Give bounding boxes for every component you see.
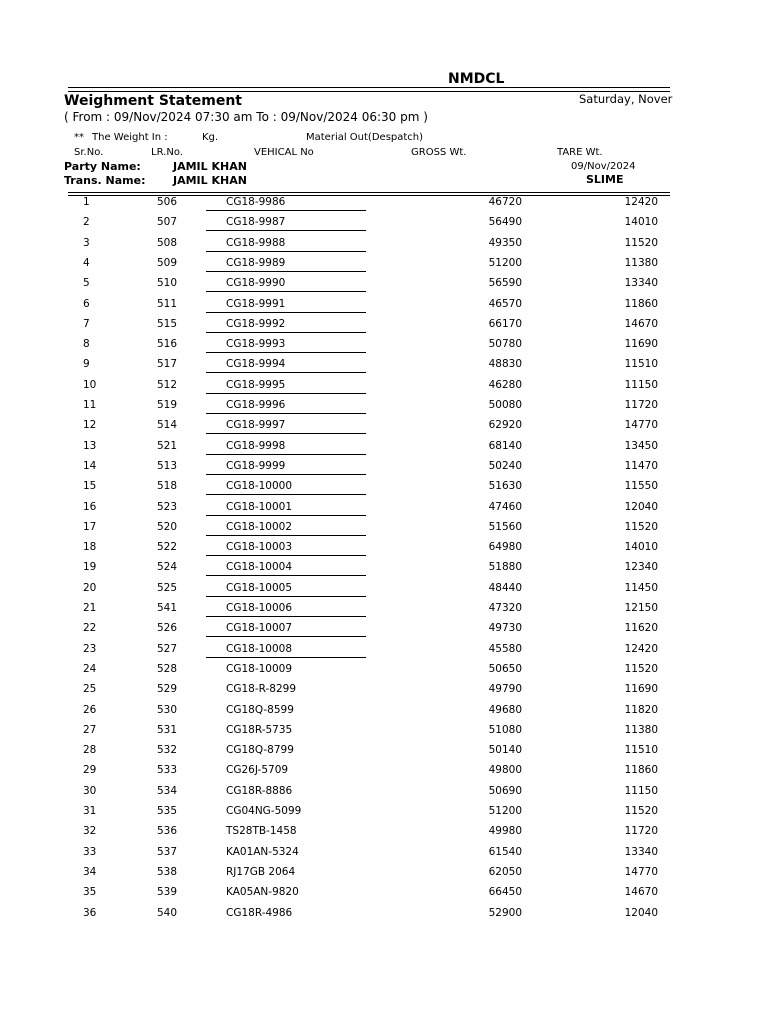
table-row [0, 338, 768, 358]
row-vehicle-no: CG18-10002 [226, 520, 293, 533]
report-title: Weighment Statement [64, 93, 242, 109]
row-vehicle-no: CG18-10004 [226, 561, 293, 574]
table-row [0, 886, 768, 906]
row-vehicle-no: CG18-9994 [226, 358, 286, 371]
row-sr-no: 6 [83, 297, 90, 310]
row-gross-weight: 49680 [488, 703, 522, 716]
vehicle-underline [206, 657, 366, 658]
row-sr-no: 35 [83, 886, 97, 899]
vehicle-underline [206, 393, 366, 394]
row-tare-weight: 12340 [624, 561, 658, 574]
date-range: ( From : 09/Nov/2024 07:30 am To : 09/Nov/2024 06:30 pm ) [64, 110, 428, 124]
row-lr-no: 524 [157, 561, 178, 574]
table-row [0, 744, 768, 764]
vehicle-underline [206, 474, 366, 475]
row-vehicle-no: CG18Q-8799 [226, 744, 294, 757]
row-tare-weight: 11720 [624, 825, 658, 838]
table-row [0, 724, 768, 744]
row-gross-weight: 56490 [488, 216, 522, 229]
vehicle-underline [206, 616, 366, 617]
row-tare-weight: 12150 [624, 602, 658, 614]
row-lr-no: 519 [157, 399, 178, 411]
row-gross-weight: 51080 [488, 723, 522, 736]
row-vehicle-no: CG18Q-8599 [226, 703, 294, 716]
weight-note-stars: ** [74, 132, 84, 143]
table-row [0, 825, 768, 845]
row-sr-no: 1 [83, 196, 90, 208]
row-sr-no: 10 [83, 378, 97, 391]
row-sr-no: 4 [83, 256, 90, 269]
table-row [0, 582, 768, 602]
row-vehicle-no: KA05AN-9820 [226, 886, 299, 899]
row-vehicle-no: CG18-10007 [226, 622, 293, 635]
row-sr-no: 17 [83, 520, 97, 533]
row-tare-weight: 14770 [624, 865, 658, 878]
row-gross-weight: 50780 [488, 338, 522, 351]
vehicle-underline [206, 271, 366, 272]
row-gross-weight: 51630 [488, 480, 522, 493]
row-gross-weight: 62050 [488, 865, 522, 878]
row-lr-no: 536 [157, 825, 178, 838]
row-tare-weight: 12040 [624, 500, 658, 513]
row-lr-no: 514 [157, 419, 178, 432]
row-sr-no: 13 [83, 439, 97, 452]
row-lr-no: 518 [157, 480, 178, 493]
row-tare-weight: 11150 [624, 784, 658, 797]
row-gross-weight: 47320 [488, 602, 522, 614]
row-vehicle-no: TS28TB-1458 [226, 825, 297, 838]
row-vehicle-no: CG18-9989 [226, 256, 286, 269]
row-vehicle-no: CG18R-8886 [226, 784, 293, 797]
row-vehicle-no: CG18R-5735 [226, 723, 293, 736]
row-lr-no: 532 [157, 744, 178, 757]
col-header-gross: GROSS Wt. [411, 147, 467, 158]
table-row [0, 663, 768, 683]
row-tare-weight: 11820 [624, 703, 658, 716]
row-gross-weight: 45580 [488, 642, 522, 655]
row-lr-no: 535 [157, 805, 178, 817]
row-tare-weight: 11620 [624, 622, 658, 635]
row-tare-weight: 11520 [624, 520, 658, 533]
row-lr-no: 538 [157, 865, 178, 878]
row-vehicle-no: CG18-10003 [226, 541, 293, 554]
row-tare-weight: 12420 [624, 196, 658, 208]
row-vehicle-no: CG18-9992 [226, 317, 286, 330]
row-lr-no: 521 [157, 439, 178, 452]
row-tare-weight: 11520 [624, 805, 658, 817]
row-tare-weight: 11860 [624, 297, 658, 310]
row-sr-no: 9 [83, 358, 90, 371]
row-tare-weight: 14670 [624, 317, 658, 330]
row-tare-weight: 11450 [624, 581, 658, 594]
row-gross-weight: 50690 [488, 784, 522, 797]
row-vehicle-no: CG18-9991 [226, 297, 286, 310]
vehicle-underline [206, 596, 366, 597]
vehicle-underline [206, 433, 366, 434]
row-sr-no: 23 [83, 642, 97, 655]
row-lr-no: 508 [157, 236, 178, 249]
table-row [0, 643, 768, 663]
row-gross-weight: 51200 [488, 805, 522, 817]
row-tare-weight: 12040 [624, 906, 658, 919]
row-lr-no: 510 [157, 277, 178, 290]
row-gross-weight: 49800 [488, 764, 522, 777]
table-row [0, 440, 768, 460]
row-gross-weight: 62920 [488, 419, 522, 432]
table-row [0, 379, 768, 399]
row-sr-no: 2 [83, 216, 90, 229]
table-rule-top [68, 192, 670, 193]
row-gross-weight: 51560 [488, 520, 522, 533]
company-name: NMDCL [448, 71, 505, 87]
row-gross-weight: 52900 [488, 906, 522, 919]
table-row [0, 805, 768, 825]
row-sr-no: 26 [83, 703, 97, 716]
row-gross-weight: 46720 [488, 196, 522, 208]
row-tare-weight: 11510 [624, 358, 658, 371]
row-tare-weight: 11860 [624, 764, 658, 777]
row-lr-no: 531 [157, 723, 178, 736]
row-vehicle-no: CG18-9987 [226, 216, 286, 229]
row-tare-weight: 11470 [624, 459, 658, 472]
row-vehicle-no: CG18-9990 [226, 277, 286, 290]
weight-note-label: The Weight In : [92, 132, 168, 143]
col-header-vehicle: VEHICAL No [254, 147, 314, 158]
table-row [0, 704, 768, 724]
row-vehicle-no: CG18-10009 [226, 662, 293, 675]
row-lr-no: 520 [157, 520, 178, 533]
vehicle-underline [206, 494, 366, 495]
row-gross-weight: 47460 [488, 500, 522, 513]
row-sr-no: 8 [83, 338, 90, 351]
row-lr-no: 540 [157, 906, 178, 919]
table-row [0, 399, 768, 419]
vehicle-underline [206, 636, 366, 637]
vehicle-underline [206, 372, 366, 373]
row-sr-no: 27 [83, 723, 97, 736]
table-row [0, 419, 768, 439]
transporter-value: JAMIL KHAN [173, 174, 247, 187]
row-tare-weight: 11380 [624, 256, 658, 269]
transporter-label: Trans. Name: [64, 174, 146, 187]
party-value: JAMIL KHAN [173, 160, 247, 173]
row-vehicle-no: CG18-9988 [226, 236, 286, 249]
row-sr-no: 11 [83, 399, 97, 411]
row-vehicle-no: CG18-9995 [226, 378, 286, 391]
row-tare-weight: 11690 [624, 338, 658, 351]
row-lr-no: 513 [157, 459, 178, 472]
row-gross-weight: 46280 [488, 378, 522, 391]
row-lr-no: 523 [157, 500, 178, 513]
row-vehicle-no: CG18R-4986 [226, 906, 293, 919]
row-lr-no: 526 [157, 622, 178, 635]
vehicle-underline [206, 535, 366, 536]
row-sr-no: 19 [83, 561, 97, 574]
row-vehicle-no: RJ17GB 2064 [226, 865, 296, 878]
row-vehicle-no: CG18-9986 [226, 196, 286, 208]
row-sr-no: 25 [83, 683, 97, 696]
row-tare-weight: 11720 [624, 399, 658, 411]
vehicle-underline [206, 515, 366, 516]
row-gross-weight: 50080 [488, 399, 522, 411]
row-lr-no: 534 [157, 784, 178, 797]
vehicle-underline [206, 251, 366, 252]
row-lr-no: 507 [157, 216, 178, 229]
row-gross-weight: 66170 [488, 317, 522, 330]
row-tare-weight: 11150 [624, 378, 658, 391]
weight-unit: Kg. [202, 132, 219, 143]
row-sr-no: 28 [83, 744, 97, 757]
row-sr-no: 12 [83, 419, 97, 432]
col-header-lr: LR.No. [151, 147, 183, 158]
row-tare-weight: 13340 [624, 277, 658, 290]
row-tare-weight: 14670 [624, 886, 658, 899]
row-gross-weight: 64980 [488, 541, 522, 554]
vehicle-underline [206, 332, 366, 333]
row-lr-no: 530 [157, 703, 178, 716]
row-vehicle-no: CG04NG-5099 [226, 805, 302, 817]
table-row [0, 196, 768, 216]
row-gross-weight: 49980 [488, 825, 522, 838]
row-lr-no: 512 [157, 378, 178, 391]
table-row [0, 521, 768, 541]
row-vehicle-no: CG18-10008 [226, 642, 293, 655]
row-vehicle-no: CG18-9996 [226, 399, 286, 411]
row-lr-no: 509 [157, 256, 178, 269]
table-row [0, 358, 768, 378]
row-gross-weight: 61540 [488, 845, 522, 858]
row-vehicle-no: CG18-9999 [226, 459, 286, 472]
row-tare-weight: 11550 [624, 480, 658, 493]
row-tare-weight: 11520 [624, 236, 658, 249]
row-vehicle-no: CG18-10005 [226, 581, 293, 594]
table-row [0, 561, 768, 581]
table-row [0, 501, 768, 521]
row-tare-weight: 14010 [624, 216, 658, 229]
vehicle-underline [206, 454, 366, 455]
row-tare-weight: 13340 [624, 845, 658, 858]
row-vehicle-no: CG18-10006 [226, 602, 293, 614]
table-row [0, 460, 768, 480]
row-tare-weight: 11520 [624, 662, 658, 675]
row-vehicle-no: CG18-10000 [226, 480, 293, 493]
row-sr-no: 30 [83, 784, 97, 797]
row-gross-weight: 49350 [488, 236, 522, 249]
vehicle-underline [206, 210, 366, 211]
header-rule-top [68, 87, 670, 88]
row-sr-no: 3 [83, 236, 90, 249]
row-vehicle-no: KA01AN-5324 [226, 845, 299, 858]
row-tare-weight: 14010 [624, 541, 658, 554]
row-gross-weight: 48440 [488, 581, 522, 594]
report-day: Saturday, Nover [579, 92, 673, 106]
row-sr-no: 16 [83, 500, 97, 513]
row-sr-no: 33 [83, 845, 97, 858]
row-lr-no: 511 [157, 297, 178, 310]
row-tare-weight: 11690 [624, 683, 658, 696]
row-gross-weight: 48830 [488, 358, 522, 371]
table-row [0, 277, 768, 297]
table-row [0, 480, 768, 500]
vehicle-underline [206, 555, 366, 556]
table-row [0, 541, 768, 561]
row-sr-no: 24 [83, 662, 97, 675]
row-lr-no: 525 [157, 581, 178, 594]
row-gross-weight: 50650 [488, 662, 522, 675]
row-lr-no: 529 [157, 683, 178, 696]
party-label: Party Name: [64, 160, 141, 173]
row-lr-no: 537 [157, 845, 178, 858]
table-row [0, 785, 768, 805]
table-row [0, 257, 768, 277]
vehicle-underline [206, 575, 366, 576]
row-gross-weight: 56590 [488, 277, 522, 290]
table-row [0, 622, 768, 642]
row-tare-weight: 14770 [624, 419, 658, 432]
row-lr-no: 528 [157, 662, 178, 675]
row-gross-weight: 51880 [488, 561, 522, 574]
row-sr-no: 7 [83, 317, 90, 330]
row-lr-no: 517 [157, 358, 178, 371]
vehicle-underline [206, 230, 366, 231]
material-name: SLIME [586, 173, 624, 186]
row-tare-weight: 11380 [624, 723, 658, 736]
row-vehicle-no: CG18-10001 [226, 500, 293, 513]
row-gross-weight: 51200 [488, 256, 522, 269]
row-sr-no: 18 [83, 541, 97, 554]
table-row [0, 216, 768, 236]
row-sr-no: 5 [83, 277, 90, 290]
row-sr-no: 36 [83, 906, 97, 919]
row-sr-no: 34 [83, 865, 97, 878]
row-lr-no: 516 [157, 338, 178, 351]
row-sr-no: 31 [83, 805, 97, 817]
row-sr-no: 20 [83, 581, 97, 594]
row-sr-no: 29 [83, 764, 97, 777]
row-lr-no: 533 [157, 764, 178, 777]
vehicle-underline [206, 312, 366, 313]
row-sr-no: 32 [83, 825, 97, 838]
row-vehicle-no: CG18-R-8299 [226, 683, 296, 696]
row-lr-no: 515 [157, 317, 178, 330]
row-gross-weight: 68140 [488, 439, 522, 452]
row-lr-no: 522 [157, 541, 178, 554]
table-row [0, 764, 768, 784]
row-sr-no: 15 [83, 480, 97, 493]
row-vehicle-no: CG18-9998 [226, 439, 286, 452]
col-header-tare: TARE Wt. [557, 147, 603, 158]
row-tare-weight: 11510 [624, 744, 658, 757]
party-date: 09/Nov/2024 [571, 161, 636, 172]
table-row [0, 237, 768, 257]
row-vehicle-no: CG18-9997 [226, 419, 286, 432]
row-vehicle-no: CG18-9993 [226, 338, 286, 351]
row-lr-no: 541 [157, 602, 178, 614]
table-row [0, 318, 768, 338]
row-gross-weight: 49730 [488, 622, 522, 635]
row-lr-no: 527 [157, 642, 178, 655]
row-gross-weight: 50140 [488, 744, 522, 757]
row-lr-no: 506 [157, 196, 178, 208]
row-sr-no: 14 [83, 459, 97, 472]
table-row [0, 602, 768, 622]
table-row [0, 907, 768, 927]
row-gross-weight: 66450 [488, 886, 522, 899]
col-header-sr: Sr.No. [74, 147, 104, 158]
row-gross-weight: 46570 [488, 297, 522, 310]
vehicle-underline [206, 291, 366, 292]
row-gross-weight: 50240 [488, 459, 522, 472]
vehicle-underline [206, 413, 366, 414]
vehicle-underline [206, 352, 366, 353]
row-vehicle-no: CG26J-5709 [226, 764, 289, 777]
row-gross-weight: 49790 [488, 683, 522, 696]
row-tare-weight: 13450 [624, 439, 658, 452]
row-sr-no: 22 [83, 622, 97, 635]
table-row [0, 298, 768, 318]
row-tare-weight: 12420 [624, 642, 658, 655]
table-row [0, 683, 768, 703]
material-direction: Material Out(Despatch) [306, 132, 424, 143]
row-sr-no: 21 [83, 602, 97, 614]
table-row [0, 866, 768, 886]
table-row [0, 846, 768, 866]
row-lr-no: 539 [157, 886, 178, 899]
